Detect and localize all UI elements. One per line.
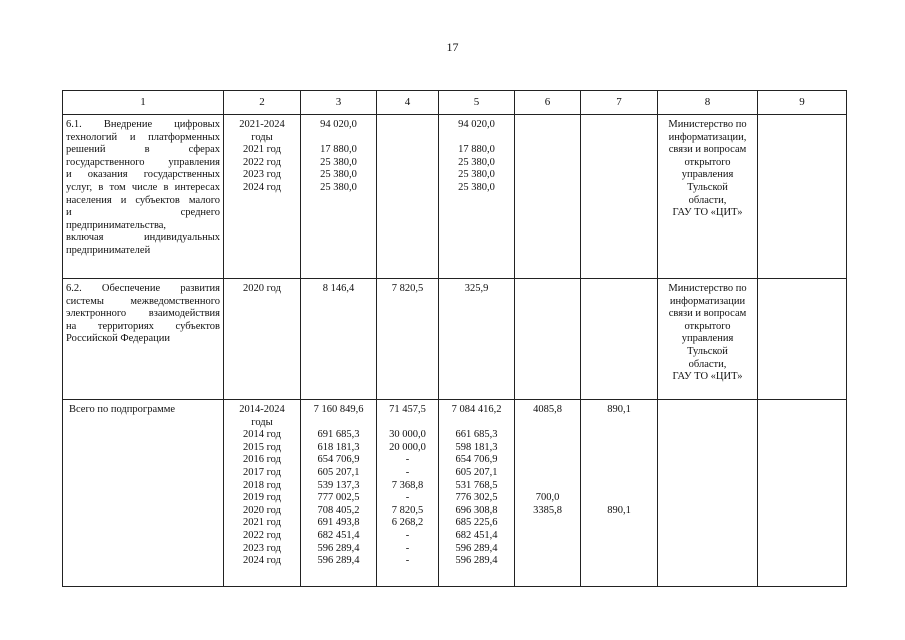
years-line: 2019 год — [243, 492, 281, 504]
col7-line — [581, 429, 657, 442]
col4-line — [377, 417, 438, 430]
col5-line: 94 020,0 — [458, 119, 495, 130]
col6-line — [515, 530, 580, 543]
years-line: 2017 год — [243, 466, 281, 478]
col5-line: 7 084 416,2 — [451, 404, 502, 415]
col7-line — [581, 543, 657, 556]
col4-line: 7 820,5 — [391, 283, 424, 294]
executor-lines-line: Министерство по — [668, 283, 747, 294]
col7-line — [581, 132, 657, 145]
col4-line: 7 820,5 — [391, 504, 424, 516]
executor-lines-line: связи и вопросам — [668, 144, 747, 156]
column-header: 4 — [377, 91, 439, 115]
regional-amount-cell — [439, 279, 515, 400]
program-table — [62, 90, 847, 587]
col6-line — [515, 555, 580, 568]
col4-line: 7 368,8 — [391, 479, 424, 491]
col6-line — [515, 429, 580, 442]
col5-line: 25 380,0 — [458, 156, 495, 168]
municipal-amount-cell — [515, 279, 581, 400]
executor-lines-line: области, — [688, 194, 727, 206]
description-lines-line: населения и субъектов малого — [66, 194, 220, 206]
col6-line — [515, 442, 580, 455]
col5-line: 596 289,4 — [455, 542, 498, 554]
years-line: 2024 год — [243, 555, 281, 567]
column-header: 1 — [63, 91, 224, 115]
total-amount-cell — [301, 279, 377, 400]
years-line: 2022 год — [243, 156, 281, 168]
col5-line — [439, 132, 514, 145]
description-lines-line: 6.2. Обеспечение развития — [66, 283, 220, 294]
column-header: 8 — [658, 91, 758, 115]
col7-line — [581, 492, 657, 505]
col7-line — [581, 119, 657, 132]
executor-lines-line: информатизации, — [668, 131, 747, 143]
col7-line — [581, 454, 657, 467]
description-lines-line: системы межведомственного — [66, 295, 220, 307]
col4-line: - — [405, 454, 410, 466]
col6-line — [515, 517, 580, 530]
executor-cell — [658, 115, 758, 279]
col7-line — [581, 442, 657, 455]
col3-line: 25 380,0 — [320, 181, 357, 193]
row-description — [63, 400, 224, 587]
col4-line — [377, 182, 438, 195]
total-amount-cell — [301, 115, 377, 279]
col3-line: 8 146,4 — [322, 283, 355, 294]
table-row — [63, 400, 847, 587]
row-description — [63, 115, 224, 279]
executor-lines-line: открытого — [684, 156, 731, 168]
column-header: 6 — [515, 91, 581, 115]
col5-line: 696 308,8 — [455, 504, 498, 516]
col6-line: 3385,8 — [533, 504, 562, 516]
col7-line — [581, 169, 657, 182]
federal-amount-cell — [377, 115, 439, 279]
extrabudget-amount-cell — [581, 115, 658, 279]
col3-line: 539 137,3 — [317, 479, 360, 491]
years-line: 2015 год — [243, 441, 281, 453]
col4-line — [377, 132, 438, 145]
col3-line: 708 405,2 — [317, 504, 360, 516]
col5-line: 531 768,5 — [455, 479, 498, 491]
executor-cell — [658, 400, 758, 587]
col7-line — [581, 517, 657, 530]
col5-line: 598 181,3 — [455, 441, 498, 453]
federal-amount-cell — [377, 400, 439, 587]
executor-lines-line: управления — [681, 333, 734, 345]
result-cell — [758, 115, 847, 279]
executor-lines-line: Тульской — [687, 345, 728, 357]
col6-line: 700,0 — [535, 492, 560, 504]
col4-line: 6 268,2 — [391, 517, 424, 529]
column-header: 7 — [581, 91, 658, 115]
col6-line — [515, 543, 580, 556]
col7-line — [581, 283, 657, 296]
col5-line: 325,9 — [464, 283, 489, 294]
col4-line — [377, 144, 438, 157]
description-lines-line: электронного взаимодействия — [66, 308, 220, 320]
executor-lines-line: ГАУ ТО «ЦИТ» — [672, 371, 743, 383]
col6-line — [515, 132, 580, 145]
col3-line: 691 493,8 — [317, 517, 360, 529]
column-header: 3 — [301, 91, 377, 115]
col6-line — [515, 417, 580, 430]
col4-line: 30 000,0 — [389, 429, 426, 441]
years-line: 2018 год — [243, 479, 281, 491]
col5-line: 661 685,3 — [455, 429, 498, 441]
years-line: годы — [251, 131, 273, 143]
col6-line — [515, 119, 580, 132]
municipal-amount-cell — [515, 115, 581, 279]
description-lines-line: 6.1. Внедрение цифровых — [66, 119, 220, 130]
col3-line: 596 289,4 — [317, 542, 360, 554]
header-row — [63, 91, 847, 115]
col7-line — [581, 467, 657, 480]
description-lines-line: Всего по подпрограмме — [69, 404, 176, 415]
years-line: 2024 год — [243, 181, 281, 193]
years-line: 2016 год — [243, 454, 281, 466]
years-line: 2022 год — [243, 529, 281, 541]
col5-line: 685 225,6 — [455, 517, 498, 529]
col3-line — [301, 132, 376, 145]
executor-lines-line: открытого — [684, 320, 731, 332]
col6-line — [515, 182, 580, 195]
col3-line: 94 020,0 — [320, 119, 357, 130]
col4-line: 71 457,5 — [389, 404, 426, 415]
col4-line: 20 000,0 — [389, 441, 426, 453]
col3-line: 7 160 849,6 — [313, 404, 364, 415]
col5-line: 776 302,5 — [455, 492, 498, 504]
col7-line — [581, 555, 657, 568]
col4-line — [377, 169, 438, 182]
col7-line — [581, 417, 657, 430]
col6-line — [515, 157, 580, 170]
federal-amount-cell — [377, 279, 439, 400]
col7-line — [581, 182, 657, 195]
executor-lines-line: ГАУ ТО «ЦИТ» — [672, 207, 743, 219]
table-row — [63, 115, 847, 279]
col5-line: 682 451,4 — [455, 529, 498, 541]
years-line: 2021 год — [243, 144, 281, 156]
col4-line — [377, 157, 438, 170]
years-cell — [224, 115, 301, 279]
col3-line: 17 880,0 — [320, 144, 357, 156]
col4-line: - — [405, 466, 410, 478]
col6-line — [515, 144, 580, 157]
col4-line: - — [405, 542, 410, 554]
description-lines-line: на территориях субъектов — [66, 320, 220, 332]
col3-line: 25 380,0 — [320, 169, 357, 181]
row-description — [63, 279, 224, 400]
years-cell — [224, 400, 301, 587]
description-lines-line: государственного управления — [66, 156, 220, 168]
col3-line: 654 706,9 — [317, 454, 360, 466]
years-line: 2023 год — [243, 542, 281, 554]
col3-line — [301, 417, 376, 430]
col3-line: 618 181,3 — [317, 441, 360, 453]
table-row — [63, 279, 847, 400]
municipal-amount-cell — [515, 400, 581, 587]
executor-lines-line: Тульской — [687, 181, 728, 193]
page-number: 17 — [446, 40, 459, 54]
years-line: 2014-2024 — [239, 404, 285, 415]
col6-line — [515, 283, 580, 296]
description-lines-line: и оказания государственных — [66, 169, 220, 181]
column-header: 5 — [439, 91, 515, 115]
col3-line: 25 380,0 — [320, 156, 357, 168]
years-line: годы — [251, 416, 273, 428]
total-amount-cell — [301, 400, 377, 587]
col6-line — [515, 480, 580, 493]
years-line: 2020 год — [243, 504, 281, 516]
col6-line — [515, 454, 580, 467]
col3-line: 605 207,1 — [317, 466, 360, 478]
years-line: 2021-2024 — [239, 119, 285, 130]
executor-lines-line: связи и вопросам — [668, 308, 747, 320]
executor-lines-line: области, — [688, 358, 727, 370]
col3-line: 691 685,3 — [317, 429, 360, 441]
description-lines-line: и среднего — [66, 207, 220, 219]
column-header: 2 — [224, 91, 301, 115]
extrabudget-amount-cell — [581, 400, 658, 587]
years-line: 2023 год — [243, 169, 281, 181]
extrabudget-amount-cell — [581, 279, 658, 400]
col5-line: 25 380,0 — [458, 169, 495, 181]
col7-line — [581, 144, 657, 157]
column-header: 9 — [758, 91, 847, 115]
years-line: 2020 год — [243, 283, 281, 294]
col5-line: 17 880,0 — [458, 144, 495, 156]
executor-lines-line: Министерство по — [668, 119, 747, 130]
col7-line: 890,1 — [607, 504, 631, 516]
executor-cell — [658, 279, 758, 400]
col7-line — [581, 157, 657, 170]
result-cell — [758, 279, 847, 400]
col6-line — [515, 169, 580, 182]
description-lines-line: включая индивидуальных — [66, 232, 220, 244]
col5-line — [439, 417, 514, 430]
description-lines-line: решений в сферах — [66, 144, 220, 156]
executor-lines-line: информатизации — [669, 295, 746, 307]
col4-line: - — [405, 529, 410, 541]
years-line: 2014 год — [243, 429, 281, 441]
col3-line: 596 289,4 — [317, 555, 360, 567]
result-cell — [758, 400, 847, 587]
col4-line: - — [405, 492, 410, 504]
col5-line: 596 289,4 — [455, 555, 498, 567]
col4-line: - — [405, 555, 410, 567]
description-lines-line: предпринимательства, — [66, 219, 167, 231]
years-cell — [224, 279, 301, 400]
col5-line: 25 380,0 — [458, 181, 495, 193]
col6-line: 4085,8 — [533, 404, 562, 415]
description-lines-line: Российской Федерации — [66, 333, 170, 345]
col3-line: 682 451,4 — [317, 529, 360, 541]
description-lines-line: технологий и платформенных — [66, 131, 220, 143]
years-line: 2021 год — [243, 517, 281, 529]
regional-amount-cell — [439, 400, 515, 587]
col7-line: 890,1 — [607, 404, 631, 415]
description-lines-line: услуг, в том числе в интересах — [66, 181, 220, 193]
regional-amount-cell — [439, 115, 515, 279]
col4-line — [377, 119, 438, 132]
col3-line: 777 002,5 — [317, 492, 360, 504]
description-lines-line: предпринимателей — [66, 244, 151, 256]
col7-line — [581, 480, 657, 493]
col5-line: 605 207,1 — [455, 466, 498, 478]
col6-line — [515, 467, 580, 480]
executor-lines-line: управления — [681, 169, 734, 181]
col5-line: 654 706,9 — [455, 454, 498, 466]
col7-line — [581, 530, 657, 543]
